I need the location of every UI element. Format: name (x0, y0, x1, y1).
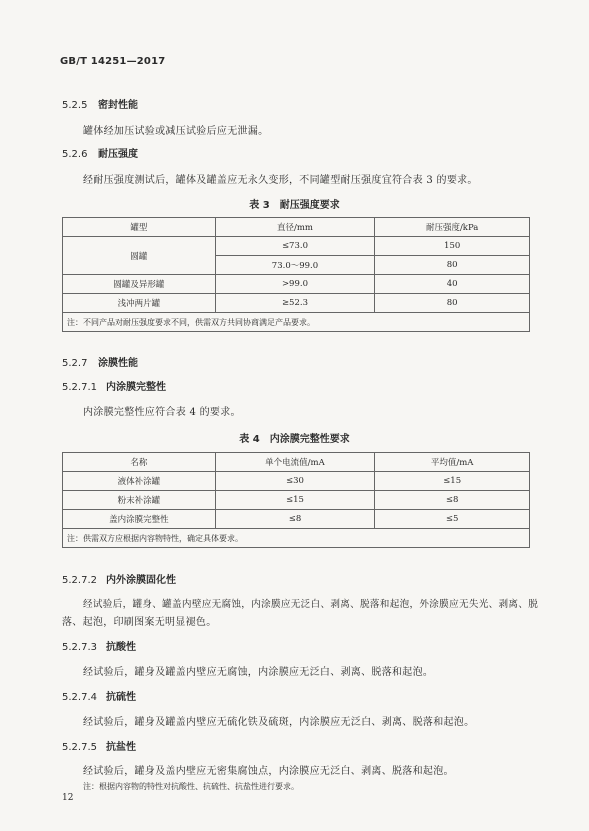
section-5-2-7-4-text: 经试验后，罐身及罐盖内壁应无硫化铁及硫斑，内涂膜应无泛白、剥离、脱落和起泡。 (83, 717, 475, 728)
table-3 (62, 217, 530, 332)
table-header-cell: 耐压强度/kPa (375, 218, 530, 237)
table-row (63, 491, 530, 510)
page-number: 12 (62, 793, 74, 803)
table-cell: ≤8 (215, 510, 375, 529)
section-5-2-7-5-text: 经试验后，罐身及盖内壁应无密集腐蚀点，内涂膜应无泛白、剥离、脱落和起泡。 (83, 766, 454, 777)
table-header-row (63, 218, 530, 237)
table-4 (62, 452, 530, 548)
section-title: 抗硫性 (106, 692, 136, 703)
section-number: 5.2.7.4 (62, 692, 97, 703)
section-5-2-7-3-text: 经试验后，罐身及罐盖内壁应无腐蚀，内涂膜应无泛白、剥离、脱落和起泡。 (83, 667, 434, 678)
section-title: 抗盐性 (106, 742, 136, 753)
table-cell: ≤15 (215, 491, 375, 510)
section-title: 内外涂膜固化性 (106, 575, 176, 586)
table-cell: ≤73.0 (215, 237, 375, 256)
section-5-2-6-heading (62, 145, 138, 160)
table-header-cell: 名称 (63, 453, 216, 472)
table-header-cell: 罐型 (63, 218, 216, 237)
table-cell: 150 (375, 237, 530, 256)
table-cell: ≤30 (215, 472, 375, 491)
section-title: 耐压强度 (98, 149, 138, 160)
table-row (63, 472, 530, 491)
section-number: 5.2.7.3 (62, 642, 97, 653)
section-title: 抗酸性 (106, 642, 136, 653)
section-number: 5.2.7.1 (62, 382, 97, 393)
table-cell: 圆罐 (63, 237, 216, 275)
table-cell: 粉末补涂罐 (63, 491, 216, 510)
table-cell: 盖内涂膜完整性 (63, 510, 216, 529)
table-row (63, 275, 530, 294)
section-5-2-7-2-text-line2: 落、起泡，印刷图案无明显褪色。 (62, 617, 217, 628)
table-header-cell: 直径/mm (215, 218, 375, 237)
table-3-caption: 表 3 耐压强度要求 (249, 200, 340, 211)
table-4-caption: 表 4 内涂膜完整性要求 (239, 434, 350, 445)
section-number: 5.2.7 (62, 358, 88, 369)
table-header-cell: 平均值/mA (375, 453, 530, 472)
section-5-2-7-3-heading (62, 638, 136, 653)
table-cell: 80 (375, 294, 530, 313)
table-cell: 73.0～99.0 (215, 256, 375, 275)
section-5-2-7-1-heading (62, 378, 166, 393)
section-5-2-7-1-text: 内涂膜完整性应符合表 4 的要求。 (83, 407, 241, 418)
standard-number: GB/T 14251—2017 (60, 56, 166, 67)
table-cell: ≤5 (375, 510, 530, 529)
table-cell: ≤15 (375, 472, 530, 491)
section-title: 涂膜性能 (98, 358, 138, 369)
section-number: 5.2.6 (62, 149, 88, 160)
table-cell: 40 (375, 275, 530, 294)
section-5-2-5-heading (62, 96, 138, 111)
table-header-cell: 单个电流值/mA (215, 453, 375, 472)
section-number: 5.2.7.5 (62, 742, 97, 753)
table-cell: 80 (375, 256, 530, 275)
table-cell: 浅冲两片罐 (63, 294, 216, 313)
section-5-2-5-text: 罐体经加压试验或减压试验后应无泄漏。 (83, 126, 269, 137)
section-title: 密封性能 (98, 100, 138, 111)
table-cell: ≥52.3 (215, 294, 375, 313)
table-row (63, 510, 530, 529)
table-note: 注：不同产品对耐压强度要求不同，供需双方共同协商满足产品要求。 (63, 313, 530, 332)
table-note-row (63, 313, 530, 332)
table-cell: 液体补涂罐 (63, 472, 216, 491)
table-note-row (63, 529, 530, 548)
table-cell: ≤8 (375, 491, 530, 510)
section-5-2-6-text: 经耐压强度测试后，罐体及罐盖应无永久变形，不同罐型耐压强度宜符合表 3 的要求。 (83, 175, 478, 186)
section-note: 注：根据内容物的特性对抗酸性、抗硫性、抗盐性进行要求。 (83, 782, 299, 791)
section-5-2-7-4-heading (62, 688, 136, 703)
section-5-2-7-5-heading (62, 738, 136, 753)
table-cell: >99.0 (215, 275, 375, 294)
section-5-2-7-2-heading (62, 571, 176, 586)
table-cell: 圆罐及异形罐 (63, 275, 216, 294)
section-title: 内涂膜完整性 (106, 382, 166, 393)
table-note: 注：供需双方应根据内容物特性，确定具体要求。 (63, 529, 530, 548)
section-number: 5.2.5 (62, 100, 88, 111)
table-row (63, 294, 530, 313)
section-5-2-7-heading (62, 354, 138, 369)
table-header-row (63, 453, 530, 472)
section-5-2-7-2-text-line1: 经试验后，罐身、罐盖内壁应无腐蚀，内涂膜应无泛白、剥离、脱落和起泡，外涂膜应无失光、剥离、脱 (83, 599, 539, 610)
section-number: 5.2.7.2 (62, 575, 97, 586)
table-row (63, 237, 530, 256)
